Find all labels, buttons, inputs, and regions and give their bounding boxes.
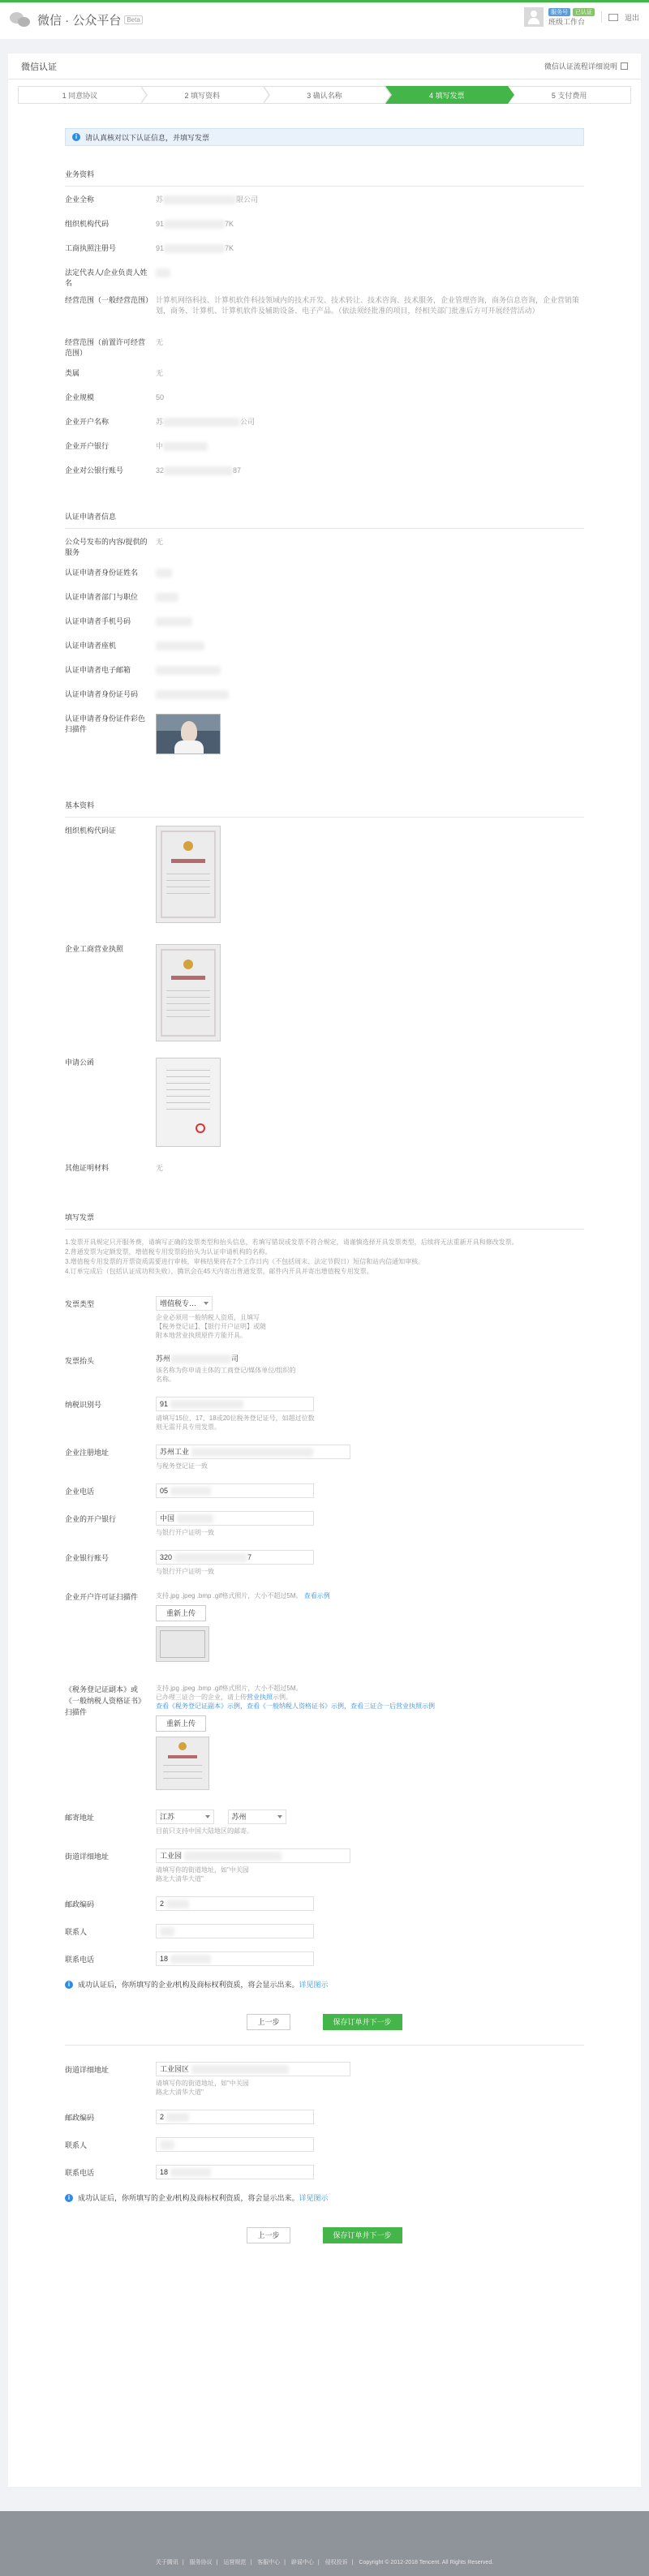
info-row xyxy=(65,243,584,268)
account-name-value xyxy=(156,417,584,441)
step-label: 2 填写资料 xyxy=(184,91,220,100)
tax-id-input[interactable] xyxy=(156,1397,314,1411)
invoice-header-row xyxy=(65,1353,584,1384)
business-license-link[interactable]: 营业执照 xyxy=(247,1694,273,1702)
row-label: 经营范围（前置许可经营范围） xyxy=(65,338,146,357)
info-row xyxy=(65,568,584,592)
tax-cert-row xyxy=(65,1681,584,1790)
prev-step-button[interactable]: 上一步 xyxy=(247,2014,290,2030)
field-label: 企业的开户银行 xyxy=(65,1515,117,1524)
info-row xyxy=(65,592,584,616)
field-label: 《税务登记证副本》或《一般纳税人资格证书》扫描件 xyxy=(65,1685,146,1717)
company-phone-row xyxy=(65,1483,584,1498)
page-title: 微信认证 xyxy=(21,62,57,72)
section-title: 填写发票 xyxy=(65,1212,584,1230)
street-input[interactable] xyxy=(156,2062,350,2076)
reupload-button[interactable]: 重新上传 xyxy=(156,1605,206,1621)
contact-row xyxy=(65,2137,584,2152)
user-area xyxy=(524,7,639,27)
value-suffix: 司 xyxy=(231,1355,239,1363)
field-hint: 支持.jpg .jpeg .bmp .gif格式照片，大小不超过5M。 xyxy=(156,1592,303,1600)
contact-input[interactable] xyxy=(156,2137,314,2152)
bank-account-input[interactable] xyxy=(156,1550,314,1565)
step-arrow xyxy=(141,86,148,104)
bank-account-row xyxy=(65,1550,584,1576)
wechat-logo-icon xyxy=(10,11,32,28)
field-label: 企业银行账号 xyxy=(65,1554,110,1563)
row-label: 认证申请者部门与职位 xyxy=(65,593,139,601)
input-value: 18 xyxy=(160,1955,169,1964)
logout-link[interactable]: 退出 xyxy=(624,13,639,22)
info-row xyxy=(65,441,584,466)
row-label: 认证申请者电子邮箱 xyxy=(65,666,131,674)
service-value: 无 xyxy=(156,538,164,546)
business-scope-value: 计算机网络科技、计算机软件科技领域内的技术开发、技术转让、技术咨询、技术服务，企业管理咨询，商务信息咨询，企业营销策划，商务、计算机、计算机软件及辅助设备、电子产品。（依法须经批准的项目，经相关部门批准后方可开展经营活动） xyxy=(156,296,580,315)
row-label: 类属 xyxy=(65,369,80,377)
applicant-section xyxy=(65,511,584,771)
postcode-row xyxy=(65,2110,584,2124)
field-label: 街道详细地址 xyxy=(65,2066,110,2075)
value-prefix: 苏州 xyxy=(156,1355,171,1363)
applicant-name-value xyxy=(156,568,584,592)
row-label: 企业工商营业执照 xyxy=(65,945,124,953)
section-title: 认证申请者信息 xyxy=(65,511,584,529)
row-label: 法定代表人/企业负责人姓名 xyxy=(65,268,148,287)
org-code-cert-image[interactable] xyxy=(156,826,221,923)
contact-phone-input[interactable] xyxy=(156,2165,314,2179)
field-label: 发票类型 xyxy=(65,1300,95,1308)
row-label: 企业全称 xyxy=(65,195,95,204)
input-value: 320 xyxy=(160,1553,173,1562)
view-example-link[interactable]: 查看示例 xyxy=(303,1592,330,1600)
bank-proof-row xyxy=(65,1589,584,1662)
step-arrow xyxy=(508,86,514,104)
info-row xyxy=(65,714,584,771)
button-bar xyxy=(65,2006,584,2038)
mail-icon[interactable] xyxy=(608,14,618,21)
info-row xyxy=(65,537,584,568)
field-label: 邮政编码 xyxy=(65,2114,95,2123)
row-label: 其他证明材料 xyxy=(65,1164,110,1172)
street-row xyxy=(65,1848,584,1883)
info-row xyxy=(65,417,584,441)
bank-value xyxy=(156,441,584,466)
note-line: 1.发票开具规定只开服务费，请填写正确的发票类型和抬头信息，若填写错误或发票不符合规定，请谨慎选择开具发票类型，后续将无法重新开具和修改发票。 xyxy=(65,1239,518,1246)
postcode-input[interactable] xyxy=(156,2110,314,2124)
row-label: 企业开户名称 xyxy=(65,418,110,426)
info-row xyxy=(65,368,584,393)
success-tip xyxy=(65,2192,584,2203)
field-hint: 与银行开户证明一致 xyxy=(156,1529,214,1537)
input-value: 91 xyxy=(160,1400,169,1409)
field-hint: 示例。 xyxy=(273,1694,292,1702)
step-1 xyxy=(18,86,141,104)
beta-badge: Beta xyxy=(124,15,142,24)
notice-banner xyxy=(65,128,584,146)
bank-proof-image[interactable] xyxy=(156,1626,209,1662)
doc-row xyxy=(65,944,584,1058)
step-label: 3 确认名称 xyxy=(307,91,342,100)
button-bar xyxy=(65,2219,584,2252)
invoice-type-select[interactable]: 增值税专… xyxy=(156,1296,213,1311)
step-5 xyxy=(508,86,631,104)
section-title: 业务资料 xyxy=(65,169,584,187)
info-icon: i xyxy=(72,133,80,141)
field-hint: 已办理三证合一的企业，请上传 xyxy=(156,1694,247,1702)
input-value: 2 xyxy=(160,1900,165,1908)
footer-link-support[interactable]: 客服中心 xyxy=(257,2560,281,2565)
id-card-image[interactable] xyxy=(156,714,221,754)
doc-row xyxy=(65,1058,584,1163)
copyright: Copyright © 2012-2018 Tencent. All Rights Reserved. xyxy=(359,2560,494,2565)
reupload-button[interactable]: 重新上传 xyxy=(156,1715,206,1732)
input-value: 05 xyxy=(160,1487,169,1496)
row-label: 认证申请者身份证号码 xyxy=(65,690,139,698)
company-size-value: 50 xyxy=(156,393,165,401)
field-label: 街道详细地址 xyxy=(65,1853,110,1861)
application-letter-image[interactable] xyxy=(156,1058,221,1147)
step-label: 5 支付费用 xyxy=(551,91,587,100)
reg-address-row xyxy=(65,1445,584,1470)
reg-address-input[interactable] xyxy=(156,1445,350,1459)
bank-account-value xyxy=(156,466,584,490)
business-license-image[interactable] xyxy=(156,944,221,1041)
info-row xyxy=(65,393,584,417)
row-label: 组织机构代码证 xyxy=(65,826,117,835)
note-line: 4.订单完成后（包括认证成功和失败），腾讯会在45天内寄出普通发票，邮件内开具并寄出增值税专用发票。 xyxy=(65,1268,373,1275)
street-row xyxy=(65,2062,584,2097)
field-label: 企业开户许可证扫描件 xyxy=(65,1593,139,1602)
row-label: 认证申请者身份证姓名 xyxy=(65,569,139,577)
value-prefix: 32 xyxy=(156,466,165,474)
contact-row xyxy=(65,1924,584,1938)
wechat-logo[interactable] xyxy=(10,11,143,28)
step-4 xyxy=(385,86,508,104)
field-label: 企业注册地址 xyxy=(65,1449,110,1458)
input-value: 18 xyxy=(160,2168,169,2177)
input-value: 工业园 xyxy=(160,1852,183,1861)
info-row xyxy=(65,268,584,295)
step-arrow xyxy=(385,86,392,104)
note-line: 3.增值税专用发票的开票资质需要进行审核，审核结果将在7个工作日内（不包括周末、法定节假日）短信和站内信通知审核。 xyxy=(65,1258,425,1265)
invoice-section xyxy=(65,1212,584,2252)
org-code-value xyxy=(156,219,584,243)
account-name[interactable]: 班级工作台 xyxy=(548,17,585,26)
row-label: 经营范围（一般经营范围） xyxy=(65,296,153,304)
field-label: 发票抬头 xyxy=(65,1357,95,1365)
value-suffix: 限公司 xyxy=(236,195,259,204)
input-value: 苏州工业 xyxy=(160,1448,190,1457)
field-hint: 该名称为你申请主体的工商登记/媒体单位/组织的名称。 xyxy=(156,1367,296,1384)
contact-input[interactable] xyxy=(156,1924,314,1938)
other-materials-value: 无 xyxy=(156,1164,164,1172)
field-label: 邮政编码 xyxy=(65,1900,95,1909)
info-row xyxy=(65,1163,584,1191)
row-label: 企业对公银行账号 xyxy=(65,466,124,474)
info-row xyxy=(65,466,584,490)
value-prefix: 91 xyxy=(156,220,165,228)
row-label: 企业开户银行 xyxy=(65,442,110,450)
contact-phone-row xyxy=(65,2165,584,2179)
field-label: 联系电话 xyxy=(65,2169,95,2178)
footer-link-complaint[interactable]: 侵权投诉 xyxy=(324,2560,348,2565)
info-row xyxy=(65,689,584,714)
step-label: 1 同意协议 xyxy=(62,91,98,100)
footer-link-agreement[interactable]: 服务协议 xyxy=(189,2560,213,2565)
info-row xyxy=(65,219,584,243)
divider xyxy=(601,11,602,23)
tax-id-row xyxy=(65,1397,584,1432)
top-bar xyxy=(0,0,649,39)
info-row xyxy=(65,616,584,641)
row-label: 工商执照注册号 xyxy=(65,244,117,252)
value-prefix: 苏 xyxy=(156,195,164,204)
verified-badge: 已认证 xyxy=(573,8,595,16)
field-label: 联系电话 xyxy=(65,1956,95,1964)
licensed-scope-value: 无 xyxy=(156,338,164,346)
bank-input[interactable] xyxy=(156,1511,314,1526)
tip-text: 成功认证后，你所填写的企业/机构及商标权利资质，将会显示出来。 xyxy=(78,2194,299,2203)
applicant-id-value xyxy=(156,689,584,714)
footer-link-rules[interactable]: 运营规范 xyxy=(223,2560,247,2565)
row-label: 认证申请者身份证件彩色扫描件 xyxy=(65,715,146,733)
applicant-landline-value xyxy=(156,641,584,665)
document-icon xyxy=(621,62,628,70)
tax-cert-image[interactable] xyxy=(156,1737,209,1790)
invoice-type-row xyxy=(65,1296,584,1340)
input-value-suffix: 7 xyxy=(247,1553,252,1562)
field-hint: 与税务登记证一致 xyxy=(156,1462,208,1470)
footer-link-about[interactable]: 关于腾讯 xyxy=(155,2560,178,2565)
contact-phone-row xyxy=(65,1951,584,1966)
contact-phone-input[interactable] xyxy=(156,1951,314,1966)
field-hint: 支持.jpg .jpeg .bmp .gif格式照片，大小不超过5M。 xyxy=(156,1685,303,1693)
info-row xyxy=(65,641,584,665)
prev-step-button[interactable]: 上一步 xyxy=(247,2227,290,2243)
step-arrow xyxy=(264,86,270,104)
footer: 关于腾讯 | 服务协议 | 运营规范 | 客服中心 | 辟谣中心 | 侵权投诉 | Copyright © 2012-2018 Tencent. All Rights Reserved. xyxy=(0,2511,649,2576)
tip-text: 成功认证后，你所填写的企业/机构及商标权利资质，将会显示出来。 xyxy=(78,1981,299,1990)
postcode-input[interactable] xyxy=(156,1896,314,1911)
value-suffix: 87 xyxy=(233,466,242,474)
field-label: 企业电话 xyxy=(65,1488,95,1496)
tax-cert-examples-link[interactable]: 查看《税务登记证副本》示例，查看《一般纳税人资格证书》示例，查看三证合一后营业执照示例 xyxy=(156,1702,435,1711)
street-input[interactable] xyxy=(156,1848,350,1863)
applicant-mobile-value xyxy=(156,616,584,641)
category-value: 无 xyxy=(156,369,164,377)
notice-text: 请认真核对以下认证信息，并填写发票 xyxy=(85,133,210,142)
value-suffix: 7K xyxy=(225,244,234,252)
account-type-badge: 服务号 xyxy=(548,8,570,16)
step-2 xyxy=(141,86,264,104)
input-value: 中国 xyxy=(160,1514,175,1523)
row-label: 公众号发布的内容/提供的服务 xyxy=(65,538,148,556)
progress-steps xyxy=(18,86,631,104)
field-label: 纳税识别号 xyxy=(65,1401,102,1410)
company-name-value xyxy=(156,195,584,219)
bank-row xyxy=(65,1511,584,1537)
info-row xyxy=(65,295,584,337)
note-line: 2.普通发票为定额发票，增值税专用发票的抬头为认证申请机构的名称。 xyxy=(65,1248,272,1256)
logo-text: 微信 · 公众平台 xyxy=(37,13,122,28)
see-illustration-link[interactable]: 详见图示 xyxy=(299,1981,329,1990)
field-hint: 请填写你的街道地址，如"中关园路北大清华大道" xyxy=(156,2080,249,2097)
value-suffix: 7K xyxy=(225,220,234,228)
see-illustration-link[interactable]: 详见图示 xyxy=(299,2194,329,2203)
business-section xyxy=(65,169,584,490)
value-prefix: 91 xyxy=(156,244,165,252)
info-icon: i xyxy=(65,2194,73,2202)
success-tip xyxy=(65,1979,584,1990)
section-title: 基本资料 xyxy=(65,800,584,818)
row-label: 认证申请者手机号码 xyxy=(65,617,131,625)
input-value: 工业园区 xyxy=(160,2065,190,2074)
divider xyxy=(65,2045,584,2046)
field-label: 联系人 xyxy=(65,2141,88,2150)
company-phone-input[interactable] xyxy=(156,1483,314,1498)
field-label: 邮寄地址 xyxy=(65,1814,95,1823)
footer-link-rumor[interactable]: 辟谣中心 xyxy=(290,2560,314,2565)
avatar[interactable] xyxy=(524,7,544,27)
step-3 xyxy=(264,86,386,104)
applicant-email-value xyxy=(156,665,584,689)
province-select[interactable]: 江苏 xyxy=(156,1810,214,1824)
help-link[interactable] xyxy=(544,61,628,71)
basic-section xyxy=(65,800,584,1191)
field-hint: 请填写你的街道地址，如"中关园路北大清华大道" xyxy=(156,1866,249,1883)
postcode-row xyxy=(65,1896,584,1911)
applicant-position-value xyxy=(156,592,584,616)
invoice-notes xyxy=(65,1238,584,1277)
value-suffix: 公司 xyxy=(240,418,256,426)
field-label: 联系人 xyxy=(65,1928,88,1937)
license-number-value xyxy=(156,243,584,268)
info-row xyxy=(65,195,584,219)
value-prefix: 苏 xyxy=(156,418,164,426)
row-label: 认证申请者座机 xyxy=(65,642,117,650)
city-select[interactable]: 苏州 xyxy=(228,1810,286,1824)
save-next-button[interactable]: 保存订单并下一步 xyxy=(323,2227,402,2243)
doc-row xyxy=(65,826,584,944)
save-next-button[interactable]: 保存订单并下一步 xyxy=(323,2014,402,2030)
field-hint: 与银行开户证明一致 xyxy=(156,1568,214,1576)
main-panel xyxy=(8,54,641,2487)
step-label: 4 填写发票 xyxy=(429,91,465,100)
value-prefix: 中 xyxy=(156,442,164,450)
info-icon: i xyxy=(65,1981,73,1989)
row-label: 组织机构代码 xyxy=(65,220,110,228)
help-label[interactable]: 微信认证流程详细说明 xyxy=(544,62,617,71)
field-hint: 目前只支持中国大陆地区的邮寄。 xyxy=(156,1827,253,1835)
info-row xyxy=(65,665,584,689)
mail-region-row xyxy=(65,1810,584,1835)
field-hint: 企业必须用一般纳税人资质，且填写【税务登记证】、【银行开户证明】或随附本地营业执照原件方能开具。 xyxy=(156,1314,266,1339)
row-label: 企业规模 xyxy=(65,393,95,401)
field-hint: 请填写15位、17、18或20位税务登记证号，如超过位数则无需开具专用发票。 xyxy=(156,1415,315,1432)
row-label: 申请公函 xyxy=(65,1058,95,1067)
info-row xyxy=(65,337,584,368)
input-value: 2 xyxy=(160,2113,165,2122)
legal-rep-value xyxy=(156,268,584,295)
